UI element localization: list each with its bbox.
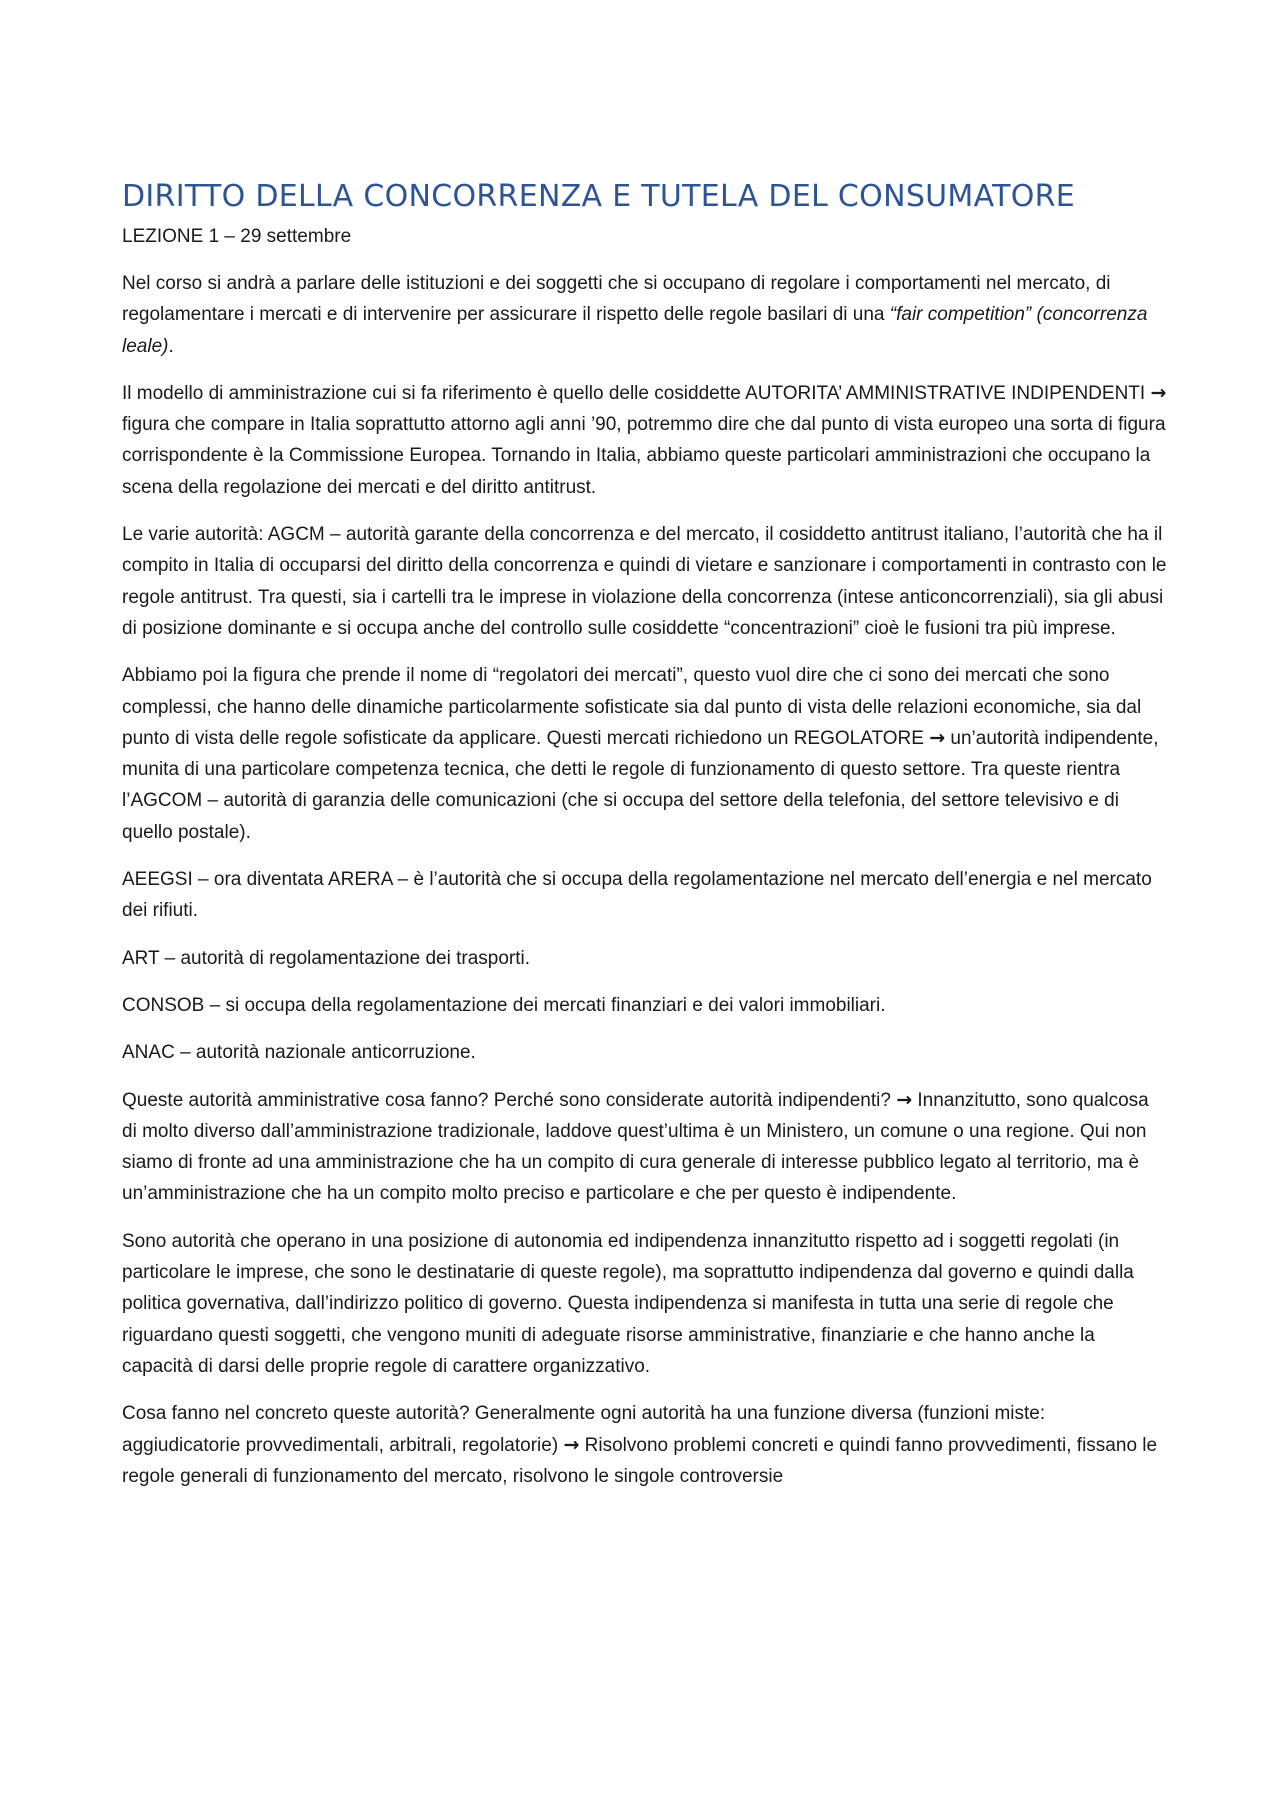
paragraph-independence: Sono autorità che operano in una posizione di autonomia ed indipendenza innanzitutto rispetto ad i soggetti regolati (in particolare le imprese, che sono le destinatarie di queste regole), ma soprattutto indipendenza dal governo e quindi dalla politica governativa, dall’indirizzo politico di governo. Questa indipendenza si manifesta in tutta una serie di regole che riguardano questi soggetti, che vengono muniti di adeguate risorse amministrative, finanziarie e che hanno anche la capacità di darsi delle proprie regole di carattere organizzativo.: [122, 1230, 1134, 1377]
paragraph-functions: [122, 1398, 1168, 1492]
paragraph-authorities: Le varie autorità: AGCM – autorità garante della concorrenza e del mercato, il cosiddetto antitrust italiano, l’autorità che ha il compito in Italia di occuparsi del diritto della concorrenza e quindi di vietare e sanzionare i comportamenti in contrasto con le regole antitrust. Tra questi, sia i cartelli tra le imprese in violazione della concorrenza (intese anticoncorrenziali), sia gli abusi di posizione dominante e si occupa anche del controllo sulle cosiddette “concentrazioni” cioè le fusioni tra più imprese.: [122, 524, 1167, 639]
paragraph-consob: CONSOB – si occupa della regolamentazione dei mercati finanziari e dei valori immobiliari.: [122, 994, 886, 1016]
paragraph-text: Innanzitutto, sono qualcosa di molto diverso dall’amministrazione tradizionale, laddove quest’ultima è un Ministero, un comune o una regione. Qui non siamo di fronte ad una amministrazione che ha un compito di cura generale di interesse pubblico legato al territorio, ma è un’amministrazione che ha un compito molto preciso e particolare e che per questo è indipendente.: [122, 1089, 1149, 1205]
paragraph-regulators: [122, 660, 1168, 848]
arrow-right-icon: →: [929, 726, 946, 749]
paragraph-intro: [122, 268, 1168, 362]
paragraph-art: ART – autorità di regolamentazione dei trasporti.: [122, 947, 531, 969]
paragraph-model: [122, 378, 1168, 503]
paragraph-text: Nel corso si andrà a parlare delle istituzioni e dei soggetti che si occupano di regolare i comportamenti nel mercato, di regolamentare i mercati e di intervenire per assicurare il rispetto delle regole basilari di una: [122, 273, 1111, 326]
paragraph-text: Risolvono problemi concreti e quindi fanno provvedimenti, fissano le regole generali di funzionamento del mercato, risolvono le singole controversie: [122, 1434, 1158, 1487]
lesson-heading: LEZIONE 1 – 29 settembre: [122, 226, 352, 247]
paragraph-text: Il modello di amministrazione cui si fa riferimento è quello delle cosiddette AUTORITA’ AMMINISTRATIVE INDIPENDENTI: [122, 382, 1151, 404]
paragraph-text: Cosa fanno nel concreto queste autorità? Generalmente ogni autorità ha una funzione diversa (funzioni miste: aggiudicatorie provvedimentali, arbitrali, regolatorie): [122, 1403, 1046, 1456]
emphasis-text: “fair competition” (concorrenza leale): [122, 304, 1148, 357]
arrow-right-icon: →: [1150, 381, 1167, 404]
arrow-right-icon: →: [563, 1433, 580, 1456]
paragraph-text: figura che compare in Italia soprattutto attorno agli anni ’90, potremmo dire che dal punto di vista europeo una sorta di figura corrispondente è la Commissione Europea. Tornando in Italia, abbiamo queste particolari amministrazioni che occupano la scena della regolazione dei mercati e del diritto antitrust.: [122, 414, 1166, 498]
paragraph-what-they-do: [122, 1085, 1168, 1210]
paragraph-text: Abbiamo poi la figura che prende il nome di “regolatori dei mercati”, questo vuol dire che ci sono dei mercati che sono complessi, che hanno delle dinamiche particolarmente sofisticate sia dal punto di vista delle relazioni economiche, sia dal punto di vista delle regole sofisticate da applicare. Questi mercati richiedono un REGOLATORE: [122, 665, 1142, 749]
document-page: [122, 176, 1168, 1492]
paragraph-aeegsi: AEEGSI – ora diventata ARERA – è l’autorità che si occupa della regolamentazione nel mercato dell’energia e nel mercato dei rifiuti.: [122, 869, 1152, 922]
document-title: DIRITTO DELLA CONCORRENZA E TUTELA DEL CONSUMATORE: [122, 179, 1076, 214]
paragraph-anac: ANAC – autorità nazionale anticorruzione.: [122, 1042, 476, 1064]
paragraph-text: Queste autorità amministrative cosa fanno? Perché sono considerate autorità indipendenti?: [122, 1089, 897, 1111]
paragraph-text: un’autorità indipendente, munita di una particolare competenza tecnica, che detti le regole di funzionamento di questo settore. Tra queste rientra l’AGCOM – autorità di garanzia delle comunicazioni (che si occupa del settore della telefonia, del settore televisivo e di quello postale).: [122, 727, 1159, 843]
arrow-right-icon: →: [896, 1088, 913, 1111]
paragraph-text: .: [168, 335, 174, 357]
